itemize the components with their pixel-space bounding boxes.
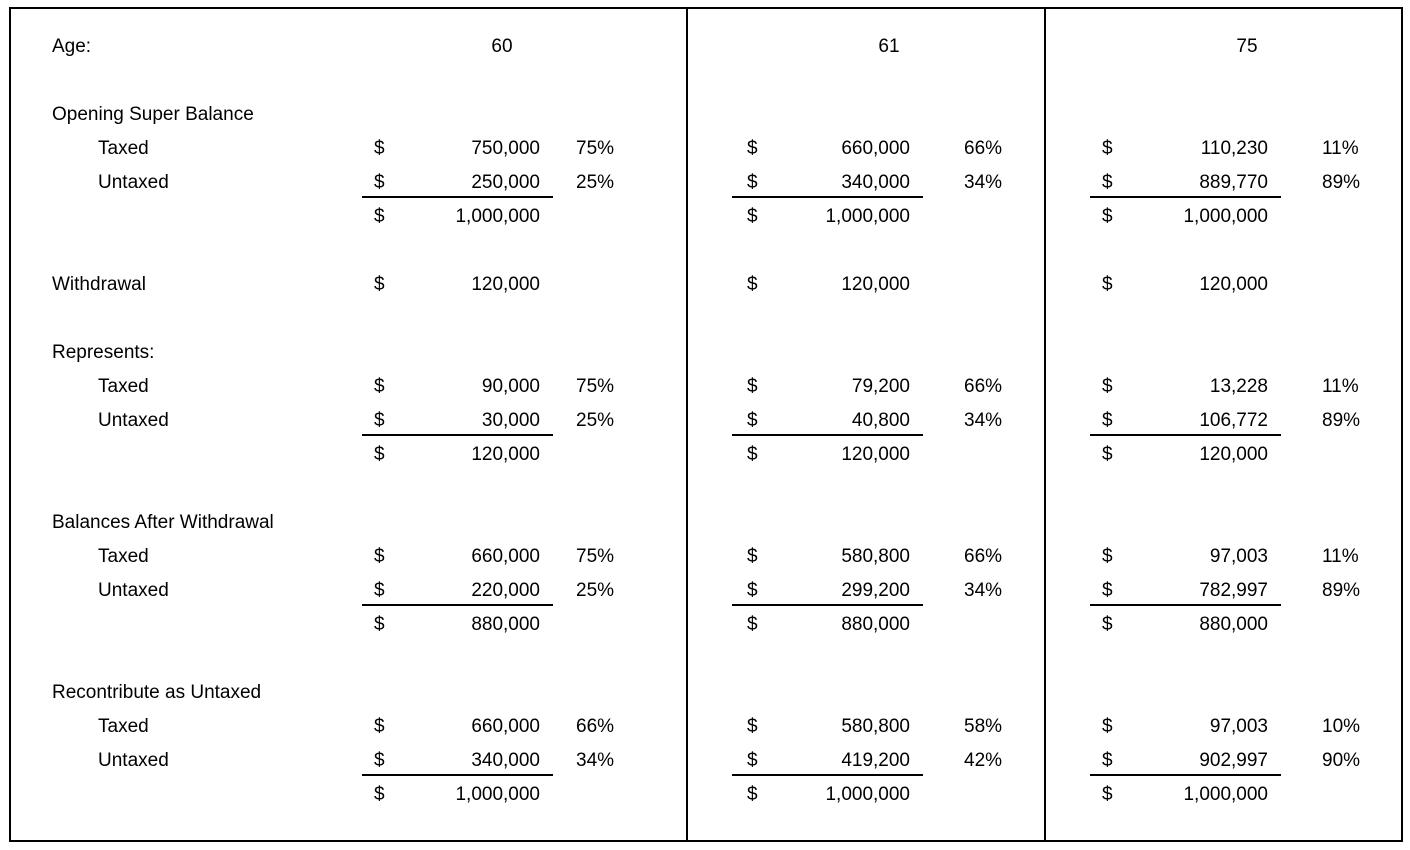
currency-symbol: $ — [374, 716, 385, 737]
currency-symbol: $ — [747, 138, 758, 159]
taxed-percent: 58% — [964, 716, 1003, 737]
column-divider — [686, 7, 688, 842]
total-amount: 1,000,000 — [455, 206, 540, 227]
section-title-opening: Opening Super Balance — [52, 104, 254, 125]
currency-symbol: $ — [1102, 138, 1113, 159]
currency-symbol: $ — [1102, 546, 1113, 567]
total-amount: 880,000 — [1199, 614, 1268, 635]
taxed-percent: 10% — [1322, 716, 1361, 737]
untaxed-amount: 782,997 — [1199, 580, 1268, 601]
taxed-amount: 580,800 — [841, 716, 910, 737]
taxed-amount: 660,000 — [471, 546, 540, 567]
total-amount: 880,000 — [841, 614, 910, 635]
total-amount: 120,000 — [471, 444, 540, 465]
currency-symbol: $ — [747, 614, 758, 635]
untaxed-percent: 34% — [964, 172, 1003, 193]
untaxed-amount: 299,200 — [841, 580, 910, 601]
withdrawal-amount: 120,000 — [841, 274, 910, 295]
total-amount: 1,000,000 — [825, 784, 910, 805]
untaxed-amount: 106,772 — [1199, 410, 1268, 431]
subtotal-rule — [732, 604, 923, 606]
total-amount: 1,000,000 — [1183, 206, 1268, 227]
currency-symbol: $ — [747, 546, 758, 567]
section-title-recontribute: Recontribute as Untaxed — [52, 682, 262, 703]
taxed-amount: 13,228 — [1209, 376, 1268, 397]
currency-symbol: $ — [747, 750, 758, 771]
taxed-percent: 66% — [964, 138, 1003, 159]
untaxed-percent: 25% — [576, 410, 615, 431]
subtotal-rule — [362, 774, 553, 776]
row-label-taxed: Taxed — [98, 138, 149, 159]
subtotal-rule — [362, 434, 553, 436]
untaxed-amount: 40,800 — [851, 410, 910, 431]
subtotal-rule — [1090, 604, 1281, 606]
currency-symbol: $ — [747, 206, 758, 227]
untaxed-percent: 42% — [964, 750, 1003, 771]
untaxed-percent: 34% — [576, 750, 615, 771]
currency-symbol: $ — [1102, 172, 1113, 193]
currency-symbol: $ — [1102, 784, 1113, 805]
currency-symbol: $ — [747, 172, 758, 193]
currency-symbol: $ — [1102, 614, 1113, 635]
currency-symbol: $ — [1102, 444, 1113, 465]
row-label-untaxed: Untaxed — [98, 410, 169, 431]
total-amount: 1,000,000 — [825, 206, 910, 227]
currency-symbol: $ — [374, 274, 385, 295]
currency-symbol: $ — [747, 716, 758, 737]
currency-symbol: $ — [374, 172, 385, 193]
row-label-taxed: Taxed — [98, 376, 149, 397]
currency-symbol: $ — [374, 750, 385, 771]
currency-symbol: $ — [374, 376, 385, 397]
taxed-amount: 97,003 — [1209, 546, 1268, 567]
currency-symbol: $ — [374, 580, 385, 601]
currency-symbol: $ — [374, 444, 385, 465]
taxed-percent: 11% — [1322, 376, 1359, 397]
row-label-untaxed: Untaxed — [98, 750, 169, 771]
taxed-amount: 750,000 — [471, 138, 540, 159]
section-title-withdrawal: Withdrawal — [52, 274, 146, 295]
row-label-taxed: Taxed — [98, 546, 149, 567]
taxed-amount: 580,800 — [841, 546, 910, 567]
untaxed-percent: 89% — [1322, 410, 1361, 431]
age-value: 75 — [1236, 36, 1258, 57]
section-title-represents: Represents: — [52, 342, 155, 363]
subtotal-rule — [1090, 196, 1281, 198]
taxed-percent: 75% — [576, 546, 615, 567]
taxed-amount: 79,200 — [851, 376, 910, 397]
currency-symbol: $ — [374, 784, 385, 805]
taxed-amount: 660,000 — [841, 138, 910, 159]
subtotal-rule — [732, 196, 923, 198]
total-amount: 120,000 — [1199, 444, 1268, 465]
currency-symbol: $ — [1102, 410, 1113, 431]
subtotal-rule — [732, 774, 923, 776]
row-label-untaxed: Untaxed — [98, 580, 169, 601]
section-title-after: Balances After Withdrawal — [52, 512, 274, 533]
untaxed-amount: 340,000 — [841, 172, 910, 193]
currency-symbol: $ — [374, 138, 385, 159]
currency-symbol: $ — [747, 580, 758, 601]
withdrawal-amount: 120,000 — [1199, 274, 1268, 295]
currency-symbol: $ — [1102, 716, 1113, 737]
untaxed-amount: 889,770 — [1199, 172, 1268, 193]
taxed-amount: 660,000 — [471, 716, 540, 737]
currency-symbol: $ — [1102, 750, 1113, 771]
withdrawal-amount: 120,000 — [471, 274, 540, 295]
currency-symbol: $ — [1102, 580, 1113, 601]
taxed-amount: 97,003 — [1209, 716, 1268, 737]
untaxed-amount: 30,000 — [481, 410, 540, 431]
subtotal-rule — [1090, 434, 1281, 436]
currency-symbol: $ — [747, 444, 758, 465]
total-amount: 1,000,000 — [455, 784, 540, 805]
row-label-untaxed: Untaxed — [98, 172, 169, 193]
currency-symbol: $ — [747, 376, 758, 397]
untaxed-percent: 25% — [576, 580, 615, 601]
age-label: Age: — [52, 36, 92, 57]
currency-symbol: $ — [374, 410, 385, 431]
total-amount: 880,000 — [471, 614, 540, 635]
currency-symbol: $ — [374, 614, 385, 635]
currency-symbol: $ — [374, 546, 385, 567]
currency-symbol: $ — [747, 274, 758, 295]
taxed-percent: 11% — [1322, 546, 1359, 567]
untaxed-percent: 34% — [964, 580, 1003, 601]
currency-symbol: $ — [747, 410, 758, 431]
subtotal-rule — [362, 196, 553, 198]
taxed-percent: 66% — [964, 376, 1003, 397]
taxed-percent: 75% — [576, 376, 615, 397]
currency-symbol: $ — [1102, 206, 1113, 227]
untaxed-amount: 340,000 — [471, 750, 540, 771]
subtotal-rule — [362, 604, 553, 606]
untaxed-amount: 419,200 — [841, 750, 910, 771]
untaxed-percent: 89% — [1322, 580, 1361, 601]
currency-symbol: $ — [1102, 274, 1113, 295]
taxed-amount: 90,000 — [481, 376, 540, 397]
taxed-amount: 110,230 — [1200, 138, 1268, 159]
taxed-percent: 11% — [1322, 138, 1359, 159]
taxed-percent: 75% — [576, 138, 615, 159]
untaxed-amount: 250,000 — [471, 172, 540, 193]
row-label-taxed: Taxed — [98, 716, 149, 737]
total-amount: 1,000,000 — [1183, 784, 1268, 805]
untaxed-percent: 34% — [964, 410, 1003, 431]
untaxed-amount: 902,997 — [1199, 750, 1268, 771]
untaxed-percent: 89% — [1322, 172, 1361, 193]
currency-symbol: $ — [374, 206, 385, 227]
untaxed-percent: 25% — [576, 172, 615, 193]
age-value: 60 — [491, 36, 513, 57]
untaxed-percent: 90% — [1322, 750, 1361, 771]
currency-symbol: $ — [1102, 376, 1113, 397]
taxed-percent: 66% — [576, 716, 615, 737]
subtotal-rule — [732, 434, 923, 436]
total-amount: 120,000 — [841, 444, 910, 465]
age-value: 61 — [878, 36, 900, 57]
taxed-percent: 66% — [964, 546, 1003, 567]
subtotal-rule — [1090, 774, 1281, 776]
untaxed-amount: 220,000 — [471, 580, 540, 601]
currency-symbol: $ — [747, 784, 758, 805]
column-divider — [1044, 7, 1046, 842]
